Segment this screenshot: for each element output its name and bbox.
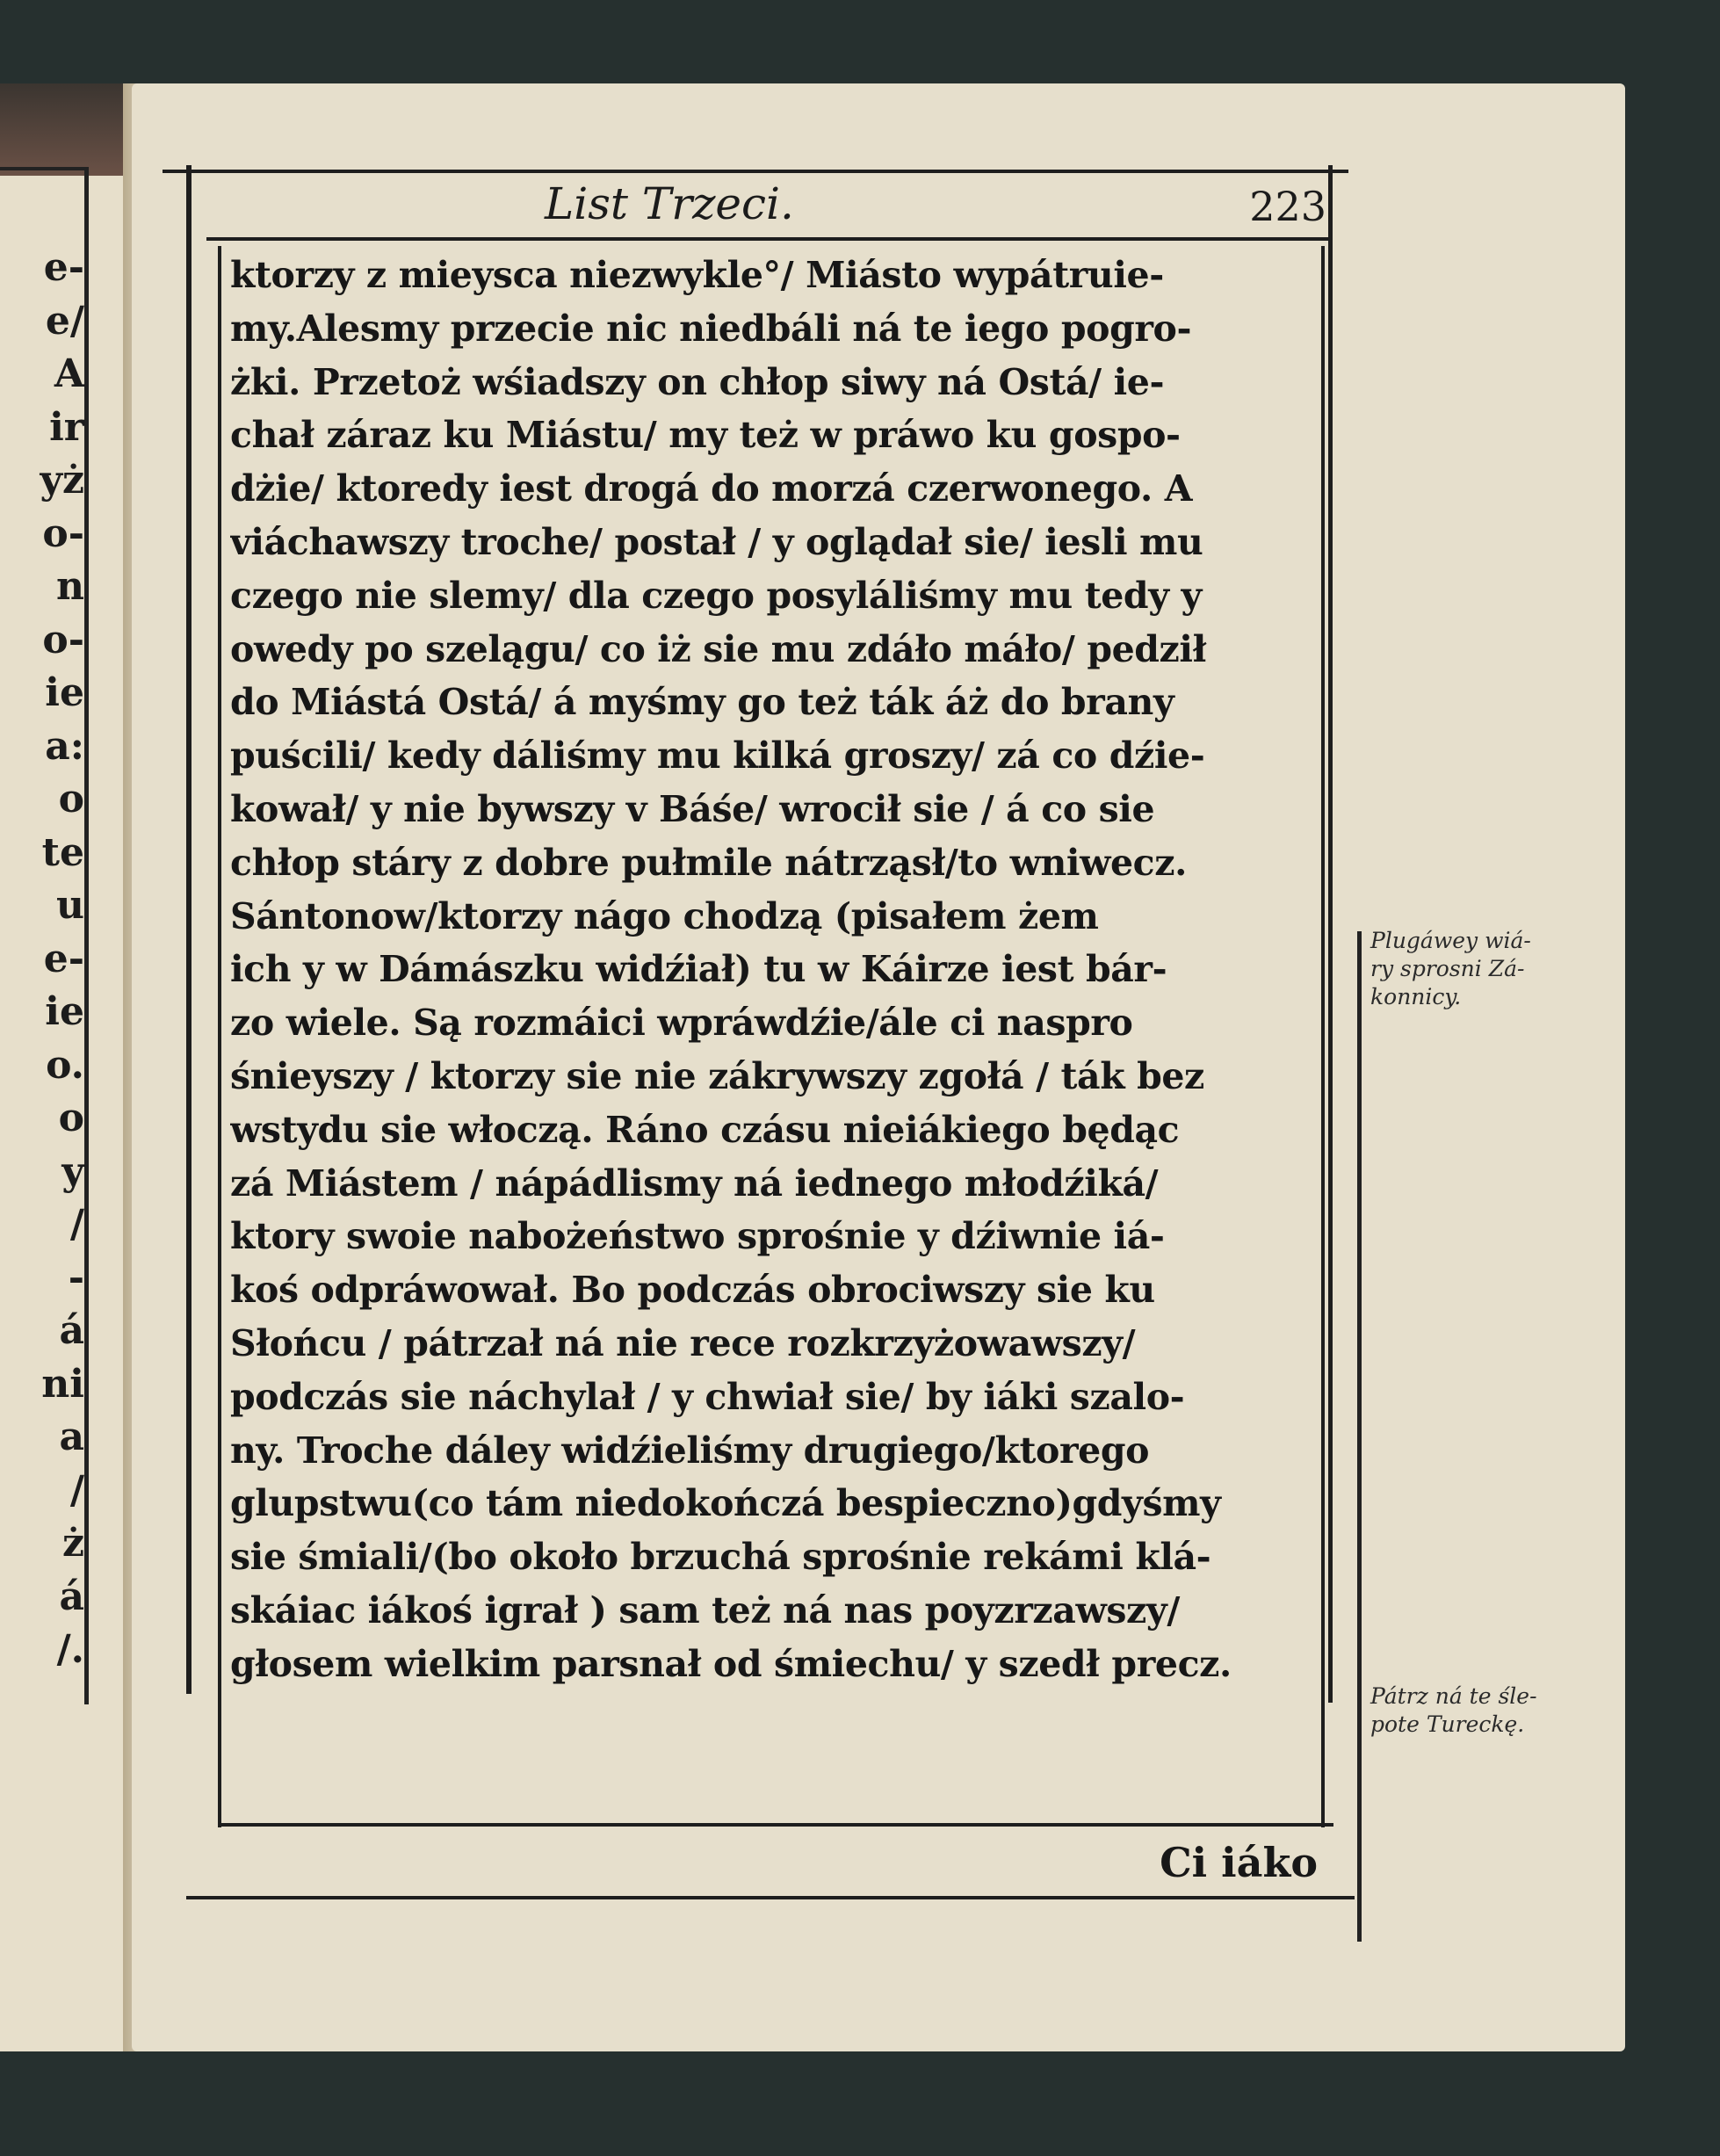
text-line: koś odpráwował. Bo podczás obrociwszy sie ku bbox=[230, 1269, 1155, 1312]
margin-note-line: Plugáwey wiá- bbox=[1370, 928, 1531, 953]
text-line: śnieyszy / ktorzy sie nie zákrywszy zgołá / ták bez bbox=[230, 1054, 1204, 1097]
text-line: podczás sie náchylał / y chwiał sie/ by iáki szalo- bbox=[230, 1375, 1185, 1418]
left-page-fragment: / bbox=[69, 1467, 84, 1513]
text-line: do Miástá Ostá/ á myśmy go też ták áż do brany bbox=[230, 681, 1174, 724]
left-page-fragment: yż bbox=[40, 458, 84, 503]
left-page-text-fragments bbox=[9, 242, 84, 1677]
header-rule bbox=[206, 237, 1331, 241]
text-line: viáchawszy troche/ postał / y oglądał sie/ iesli mu bbox=[230, 520, 1203, 563]
left-page-fragment: te bbox=[41, 829, 84, 875]
left-page-rule-horizontal bbox=[0, 167, 88, 170]
text-line: kował/ y nie bywszy v Báśe/ wrocił sie / á co sie bbox=[230, 787, 1155, 830]
text-line: chłop stáry z dobre pułmile nátrząsł/to wniwecz. bbox=[230, 841, 1188, 884]
left-page-fragment: o bbox=[58, 1096, 84, 1140]
text-line: głosem wielkim parsnał od śmiechu/ y szedł precz. bbox=[230, 1642, 1232, 1685]
left-page-fragment: n bbox=[56, 564, 84, 609]
left-page-rule-vertical bbox=[84, 167, 89, 1704]
margin-note-line: ry sprosni Zá- bbox=[1370, 956, 1525, 981]
text-line: owedy po szelągu/ co iż sie mu zdáło máło/ pedził bbox=[230, 627, 1206, 670]
text-line: Sántonow/ktorzy nágo chodzą (pisałem żem bbox=[230, 894, 1099, 937]
left-page-fragment: o- bbox=[42, 617, 84, 662]
margin-note-line: pote Tureckę. bbox=[1370, 1711, 1525, 1737]
frame-left-rule bbox=[186, 165, 192, 1694]
text-line: ich y w Dámászku widźiał) tu w Káirze iest bár- bbox=[230, 948, 1167, 991]
left-page-fragment: ie bbox=[45, 989, 84, 1034]
left-page-fragment: o bbox=[58, 777, 84, 821]
margin-note-1 bbox=[1370, 927, 1581, 1011]
text-bottom-rule bbox=[218, 1823, 1333, 1827]
margin-note-line: konnicy. bbox=[1370, 984, 1462, 1009]
text-line: wstydu sie włoczą. Ráno czásu nieiákiego będąc bbox=[230, 1108, 1180, 1151]
left-page-fragment: ie bbox=[45, 670, 84, 715]
left-page-fragment: A bbox=[54, 351, 84, 396]
frame-bottom-rule bbox=[186, 1896, 1355, 1899]
left-page-fragment: e- bbox=[43, 245, 84, 290]
left-page-fragment: a: bbox=[45, 723, 84, 769]
left-page-fragment: o- bbox=[42, 510, 84, 556]
left-page-fragment: - bbox=[68, 1255, 84, 1300]
text-line: czego nie slemy/ dla czego posyláliśmy mu tedy y bbox=[230, 574, 1202, 617]
text-line: żki. Przetoż wśiadszy on chłop siwy ná Ostá/ ie- bbox=[230, 360, 1165, 403]
left-page-fragment: e- bbox=[43, 936, 84, 981]
left-page-fragment: u bbox=[56, 883, 84, 928]
page-number: 223 bbox=[1249, 183, 1326, 230]
text-line: dżie/ ktoredy iest drogá do morzá czerwonego. A bbox=[230, 467, 1193, 510]
catchword: Ci iáko bbox=[1160, 1839, 1318, 1886]
left-page-fragment: a bbox=[59, 1414, 84, 1459]
text-line: chał záraz ku Miástu/ my też w práwo ku gospo- bbox=[230, 414, 1181, 457]
left-page-fragment: o. bbox=[46, 1042, 84, 1088]
text-line: sie śmiali/(bo około brzuchá sprośnie rekámi klá- bbox=[230, 1536, 1211, 1579]
text-line: zo wiele. Są rozmáici wpráwdźie/ále ci naspro bbox=[230, 1002, 1133, 1045]
text-line: zá Miástem / nápádlismy ná iednego młodźiká/ bbox=[230, 1161, 1159, 1205]
frame-top-rule bbox=[163, 170, 1348, 173]
running-title: List Trzeci. bbox=[545, 178, 794, 229]
left-page-fragment: /. bbox=[56, 1627, 84, 1672]
margin-rule bbox=[1357, 931, 1362, 1942]
margin-note-2 bbox=[1370, 1682, 1581, 1739]
text-line: my.Alesmy przecie nic niedbáli ná te iego pogro- bbox=[230, 307, 1192, 350]
left-page-fragment: y bbox=[61, 1148, 84, 1194]
text-line: ktory swoie nabożeństwo sprośnie y dźiwnie iá- bbox=[230, 1215, 1165, 1258]
left-page-fragment: ir bbox=[49, 404, 84, 450]
left-page-fragment: ni bbox=[41, 1361, 84, 1407]
text-line: ny. Troche dáley widźieliśmy drugiego/ktorego bbox=[230, 1429, 1150, 1472]
left-page-fragment: á bbox=[59, 1574, 84, 1619]
left-page-fragment: / bbox=[69, 1202, 84, 1247]
text-line: Słońcu / pátrzał ná nie rece rozkrzyżowawszy/ bbox=[230, 1321, 1136, 1364]
body-text bbox=[230, 249, 1319, 1691]
left-page-fragment: e/ bbox=[45, 298, 84, 344]
text-line: glupstwu(co tám niedokończá bespieczno)gdyśmy bbox=[230, 1482, 1221, 1525]
left-page-top-edge bbox=[0, 83, 132, 176]
left-page-fragment: á bbox=[59, 1308, 84, 1353]
text-line: puścili/ kedy dáliśmy mu kilká groszy/ zá co dźie- bbox=[230, 734, 1205, 778]
text-line: skáiac iákoś igrał ) sam też ná nas poyzrzawszy/ bbox=[230, 1588, 1180, 1631]
left-page-fragment: ż bbox=[62, 1521, 84, 1566]
margin-note-line: Pátrz ná te śle- bbox=[1370, 1683, 1537, 1709]
frame-right-rule bbox=[1328, 165, 1333, 1703]
text-line: ktorzy z mieysca niezwykle°/ Miásto wypátruie- bbox=[230, 254, 1164, 296]
